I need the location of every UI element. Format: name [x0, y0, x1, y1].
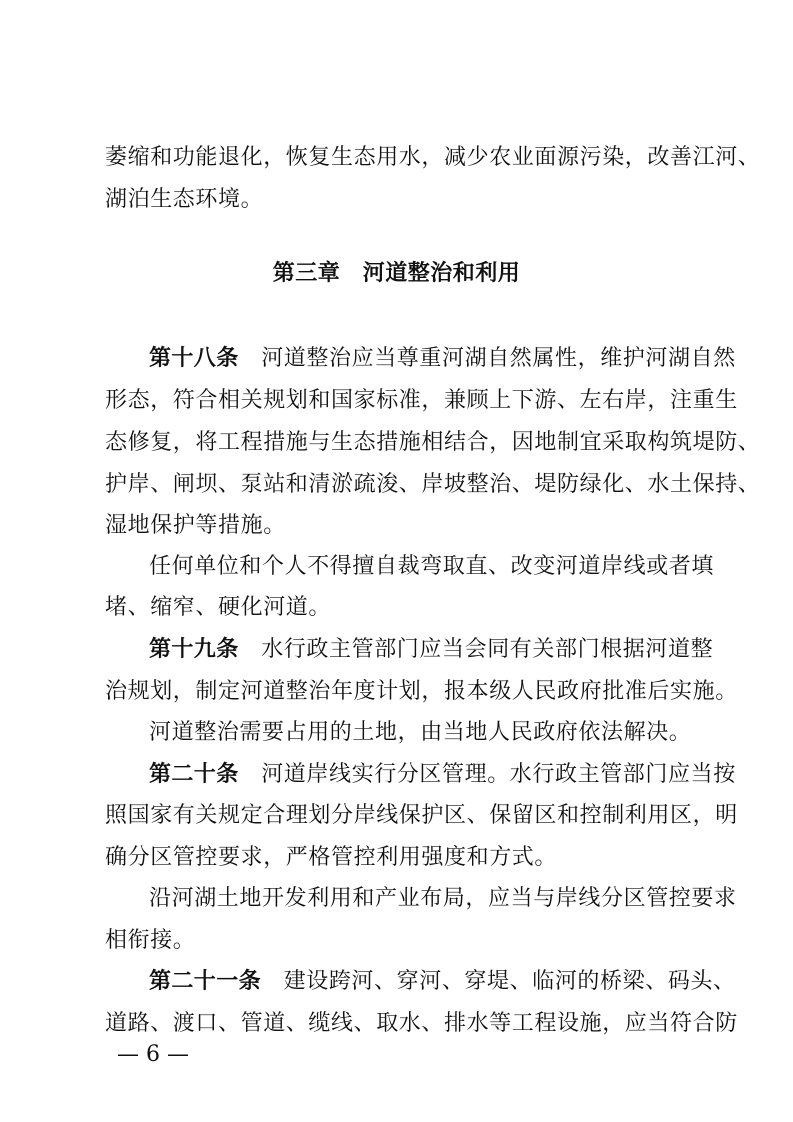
article-20-heading: 第二十条: [149, 762, 239, 787]
article-21-heading: 第二十一条: [149, 969, 262, 994]
article-21-text: 建设跨河、穿河、穿堤、临河的桥梁、码头、: [261, 969, 736, 994]
article-21-first-line: [149, 967, 736, 997]
article-18-line-2: 形态，符合相关规划和国家标准，兼顾上下游、左右岸，注重生: [105, 388, 738, 413]
chapter-title: 第三章 河道整治和利用: [272, 261, 521, 286]
article-18-line-4: 护岸、闸坝、泵站和清淤疏浚、岸坡整治、堤防绿化、水土保持、: [105, 472, 761, 497]
article-18-line-3: 态修复，将工程措施与生态措施相结合，因地制宜采取构筑堤防、: [105, 430, 761, 455]
article-18-para2-line-1: 任何单位和个人不得擅自裁弯取直、改变河道岸线或者填: [149, 554, 715, 579]
article-20-line-3: 确分区管控要求，严格管控利用强度和方式。: [105, 845, 558, 870]
article-19-text: 水行政主管部门应当会同有关部门根据河道整: [238, 637, 714, 662]
article-18-heading: 第十八条: [149, 346, 239, 371]
article-18-line-5: 湿地保护等措施。: [105, 513, 286, 538]
article-18-para2-line-2: 堵、缩窄、硬化河道。: [105, 595, 332, 620]
article-20-text: 河道岸线实行分区管理。水行政主管部门应当按: [238, 762, 736, 787]
article-20-para2-line-2: 相衔接。: [105, 928, 196, 953]
article-19-heading: 第十九条: [149, 637, 239, 662]
intro-line-1: 萎缩和功能退化，恢复生态用水，减少农业面源污染，改善江河、: [105, 145, 761, 170]
article-20-para2-line-1: 沿河湖土地开发利用和产业布局，应当与岸线分区管控要求: [149, 886, 737, 911]
article-19-line-2: 治规划，制定河道整治年度计划，报本级人民政府批准后实施。: [105, 679, 738, 704]
article-20-line-2: 照国家有关规定合理划分岸线保护区、保留区和控制利用区，明: [105, 803, 738, 828]
article-21-line-2: 道路、渡口、管道、缆线、取水、排水等工程设施，应当符合防: [105, 1011, 738, 1036]
article-18-first-line: [149, 344, 736, 374]
article-19-para2-line-1: 河道整治需要占用的土地，由当地人民政府依法解决。: [149, 720, 692, 745]
article-19-first-line: [149, 635, 714, 665]
page-number: — 6 —: [117, 1042, 189, 1067]
article-20-first-line: [149, 760, 736, 790]
intro-line-2: 湖泊生态环境。: [105, 187, 264, 212]
article-18-text: 河道整治应当尊重河湖自然属性，维护河湖自然: [238, 346, 736, 371]
